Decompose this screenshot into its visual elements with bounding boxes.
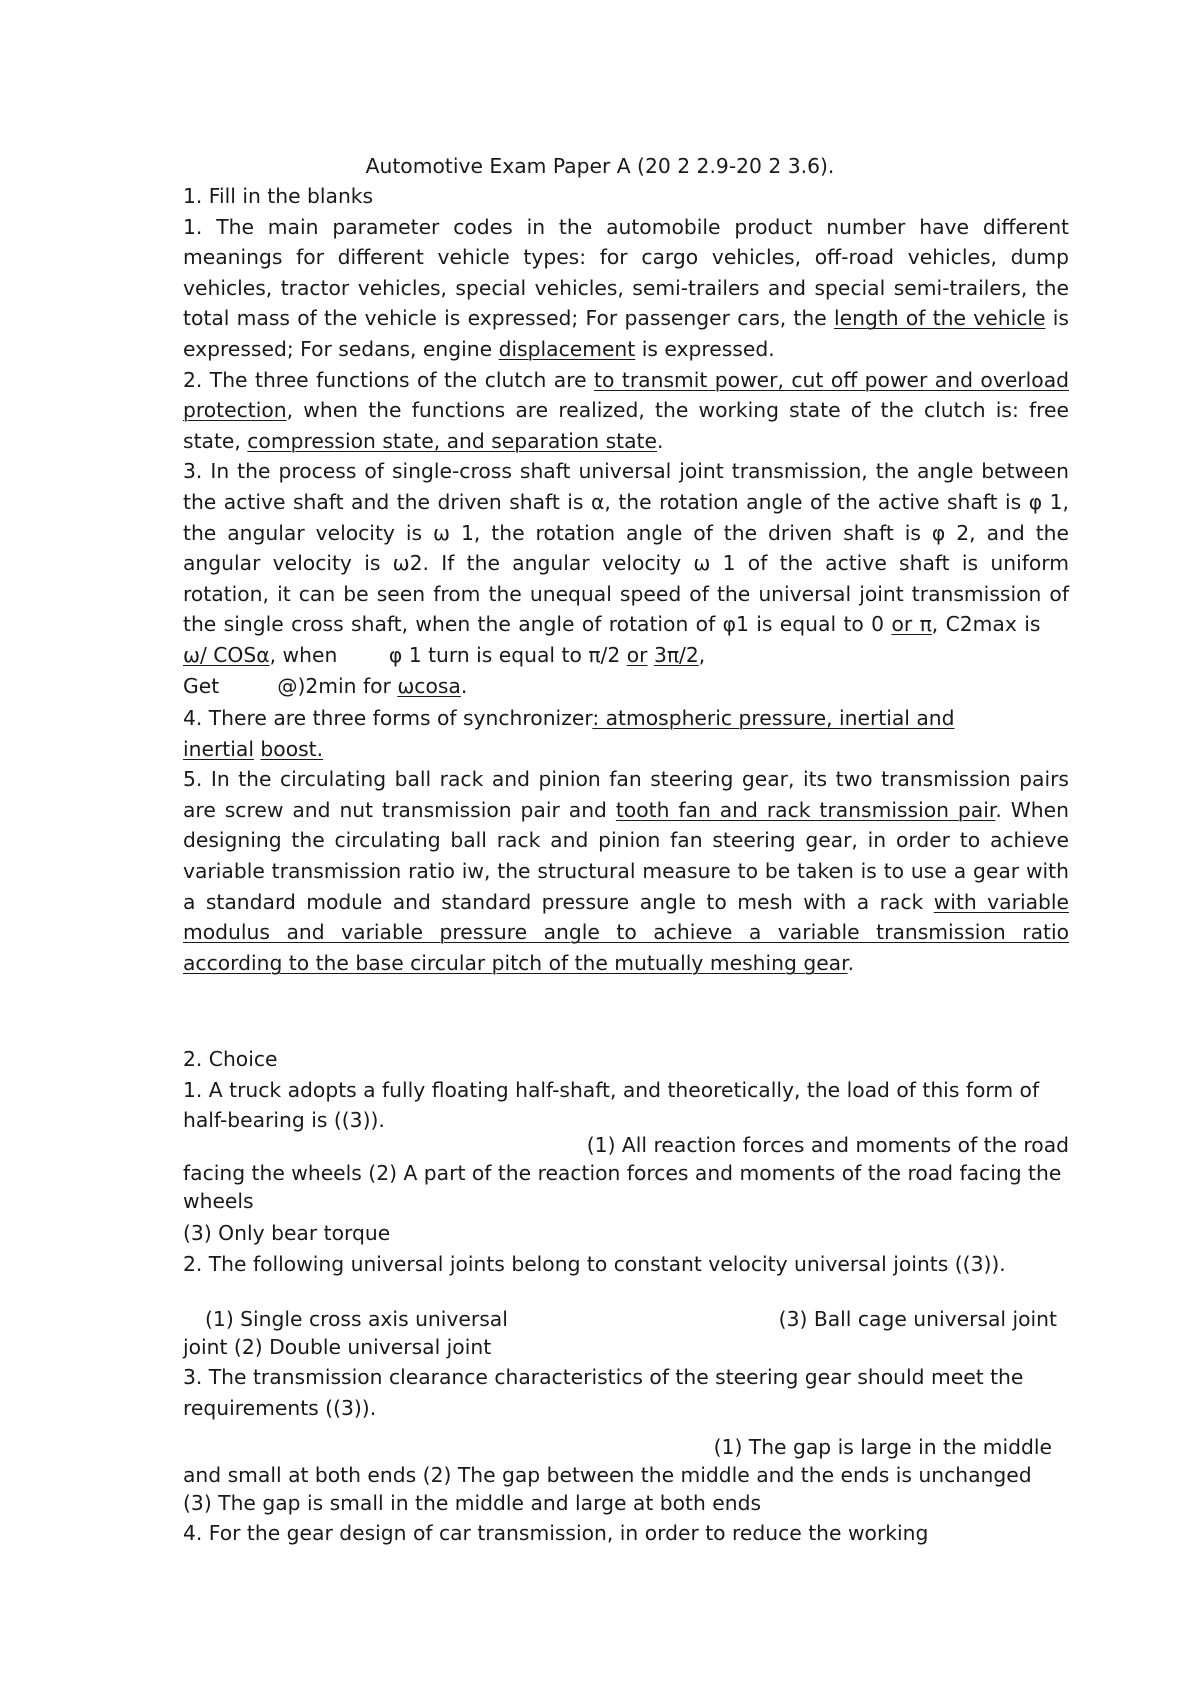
section-heading: 1. Fill in the blanks	[183, 184, 374, 208]
question-text: . When designing the circulating ball rack and pinion fan steering gear, in order to achieve variable transmission ratio iw, the structural measure to be taken is to use a gear with a standard module and standard pressure angle to mesh with a rack	[183, 797, 1069, 914]
question-text: is expressed.	[635, 336, 775, 361]
question-text: ,	[698, 642, 706, 667]
question-text: 4. There are three forms of synchronizer	[183, 706, 593, 731]
answer-blank: to transmit power, cut off power and overload protection	[183, 367, 1069, 423]
option-1: (1) The gap is large in the middle	[713, 1435, 1052, 1459]
answer-blank: 3π/2	[653, 642, 699, 667]
option-1: (1) Single cross axis universal	[205, 1307, 508, 1331]
question-text: 1. The main parameter codes in the automobile product number have different meanings for different vehicle types: for cargo vehicles, off-road vehicles, dump vehicles, tractor vehicles, special vehicles, semi-trailers and special semi-trailers, the total mass of the vehicle is expressed; For passenger cars, the	[183, 214, 1069, 331]
section-choice	[183, 1044, 1069, 1136]
question-text: .	[460, 673, 468, 698]
options-row	[183, 1305, 1069, 1333]
option-3: (3) Only bear torque	[183, 1221, 391, 1245]
question-text: 3. In the process of single-cross shaft universal joint transmission, the angle between the active shaft and the driven shaft is α, the rotation angle of the active shaft is φ 1, the angular velocity is ω 1, the rotation angle of the driven shaft is φ 2, and the angular velocity is ω2. If the angular velocity ω 1 of the active shaft is uniform rotation, it can be seen from the unequal speed of the universal joint transmission of the single cross shaft, when the angle of rotation of φ1 is equal to 0	[183, 459, 1069, 637]
question-text: Get	[183, 673, 220, 698]
choice-question-4-block	[183, 1518, 1069, 1549]
answer-blank: ωcosa	[397, 673, 461, 698]
answer-blank: inertial	[183, 736, 254, 761]
answer-blank: tooth fan and rack transmission pair	[615, 797, 996, 822]
question-text: .	[847, 950, 855, 975]
answer-blank: displacement	[498, 336, 636, 361]
option-3: (3) Ball cage universal joint	[778, 1307, 1057, 1331]
choice-question-3-block	[183, 1362, 1069, 1423]
choice-question-4: 4. For the gear design of car transmission, in order to reduce the working	[183, 1521, 929, 1545]
question-text: φ 1 turn is equal to π/2	[388, 642, 627, 667]
question-text: .	[656, 428, 664, 453]
answer-blank: with variable modulus and variable pressure angle to achieve a variable transmission ratio according to the base circular pitch of the mutually meshing gear	[183, 889, 1069, 975]
option-1: (1) All reaction forces and moments of the road	[586, 1133, 1069, 1157]
question-text: , C2max is	[931, 612, 1041, 637]
question-3	[183, 456, 1069, 701]
question-text: , when the functions are realized, the working state of the clutch is: free state,	[183, 398, 1069, 453]
choice-1-options	[183, 1131, 1069, 1215]
document-title: Automotive Exam Paper A (20 2 2.9-20 2 3.6).	[365, 154, 835, 178]
option-2: joint (2) Double universal joint	[183, 1335, 492, 1359]
answer-blank: : atmospheric pressure, inertial and	[592, 706, 955, 731]
section-fill-blanks	[183, 181, 1069, 978]
answer-blank: or π	[891, 612, 932, 637]
section-heading: 2. Choice	[183, 1047, 278, 1071]
question-text: , when	[269, 642, 338, 667]
choice-question-1: 1. A truck adopts a fully floating half-shaft, and theoretically, the load of this form of half-bearing is ((3)).	[183, 1077, 1040, 1133]
answer-blank: compression state, and separation state	[247, 428, 657, 453]
answer-blank: boost.	[260, 736, 324, 761]
choice-question-3: 3. The transmission clearance characteristics of the steering gear should meet the requirements ((3)).	[183, 1365, 1024, 1420]
choice-3-options	[183, 1433, 1069, 1517]
choice-1-option-3-block	[183, 1218, 1069, 1279]
question-1	[183, 212, 1069, 365]
option-3: (3) The gap is small in the middle and large at both ends	[183, 1491, 762, 1515]
answer-blank: ω/ COSα	[183, 642, 270, 667]
answer-blank: length of the vehicle	[833, 306, 1046, 331]
choice-2-options	[183, 1305, 1069, 1361]
question-text: @)2min for	[277, 673, 398, 698]
question-2	[183, 365, 1069, 457]
choice-question-2: 2. The following universal joints belong to constant velocity universal joints ((3)).	[183, 1251, 1006, 1276]
option-2: and small at both ends (2) The gap between the middle and the ends is unchanged	[183, 1463, 1032, 1487]
question-text: 2. The three functions of the clutch are	[183, 367, 595, 392]
answer-blank: or	[626, 642, 648, 667]
question-text: is expressed; For sedans, engine	[183, 306, 1069, 361]
option-2: facing the wheels (2) A part of the reaction forces and moments of the road facing the wheels	[183, 1161, 1062, 1213]
question-4	[183, 703, 1069, 764]
question-5	[183, 764, 1069, 978]
question-text: 5. In the circulating ball rack and pinion fan steering gear, its two transmission pairs are screw and nut transmission pair and	[183, 767, 1069, 822]
